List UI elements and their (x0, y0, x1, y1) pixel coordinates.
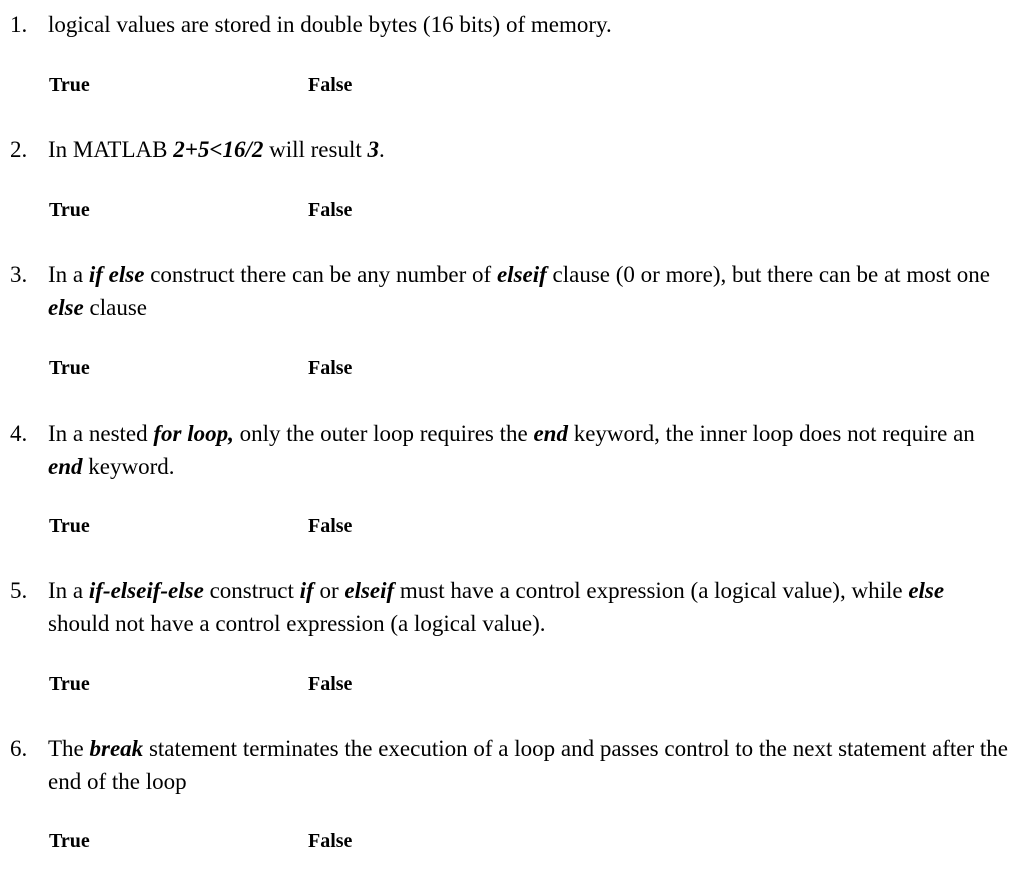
question-text-segment: will result (263, 137, 368, 162)
question-text-segment: logical values are stored in double bytes (16 bits) of memory. (48, 12, 612, 37)
option-true[interactable]: True (49, 74, 90, 96)
option-false[interactable]: False (308, 515, 353, 537)
option-false[interactable]: False (308, 357, 353, 379)
question-text-segment: In a (48, 578, 89, 603)
question-text (48, 258, 1008, 324)
question-text-segment: construct (203, 578, 300, 603)
option-false[interactable]: False (308, 830, 353, 852)
question-text-segment: In a (48, 262, 89, 287)
question-number: 4. (10, 421, 28, 446)
option-true[interactable]: True (49, 515, 90, 537)
question-text-segment: In MATLAB (48, 137, 174, 162)
question-text (48, 417, 1008, 483)
keyword-text: else (908, 578, 945, 603)
question-text-segment: The (48, 736, 90, 761)
question-number: 6. (10, 736, 28, 761)
keyword-text: if else (88, 262, 145, 287)
keyword-text: 2+5<16/2 (173, 137, 264, 162)
question-number: 2. (10, 137, 28, 162)
question-text-segment: statement terminates the execution of a loop and passes control to the next statement after the end of the loop (48, 736, 1008, 794)
keyword-text: else (48, 295, 84, 320)
question-text-segment: keyword. (82, 454, 175, 479)
question-number: 5. (10, 578, 28, 603)
question-text (48, 8, 1008, 41)
keyword-text: if (299, 578, 314, 603)
keyword-text: if-elseif-else (88, 578, 204, 603)
option-true[interactable]: True (49, 357, 90, 379)
question-text-segment: clause (83, 295, 147, 320)
keyword-text: elseif (496, 262, 547, 287)
question-text-segment: . (378, 137, 385, 162)
keyword-text: end (533, 421, 568, 446)
question-text (48, 574, 1008, 640)
option-true[interactable]: True (49, 199, 90, 221)
option-false[interactable]: False (308, 199, 353, 221)
option-true[interactable]: True (49, 830, 90, 852)
keyword-text: break (89, 736, 144, 761)
question-text-segment: must have a control expression (a logical value), while (394, 578, 909, 603)
question-number: 1. (10, 12, 28, 37)
question-text-segment: keyword, the inner loop does not require an (567, 421, 975, 446)
question-text-segment: or (313, 578, 345, 603)
option-false[interactable]: False (308, 74, 353, 96)
question-text (48, 732, 1008, 798)
question-text-segment: clause (0 or more), but there can be at most one (546, 262, 991, 287)
keyword-text: end (48, 454, 83, 479)
question-text-segment: In a nested (48, 421, 154, 446)
question-text-segment: construct there can be any number of (144, 262, 497, 287)
keyword-text: for loop, (153, 421, 234, 446)
question-text-segment: only the outer loop requires the (233, 421, 534, 446)
question-number: 3. (10, 262, 28, 287)
question-text (48, 133, 1008, 166)
question-text-segment: should not have a control expression (a logical value). (48, 611, 546, 636)
option-true[interactable]: True (49, 673, 90, 695)
keyword-text: elseif (344, 578, 395, 603)
keyword-text: 3 (367, 137, 379, 162)
option-false[interactable]: False (308, 673, 353, 695)
